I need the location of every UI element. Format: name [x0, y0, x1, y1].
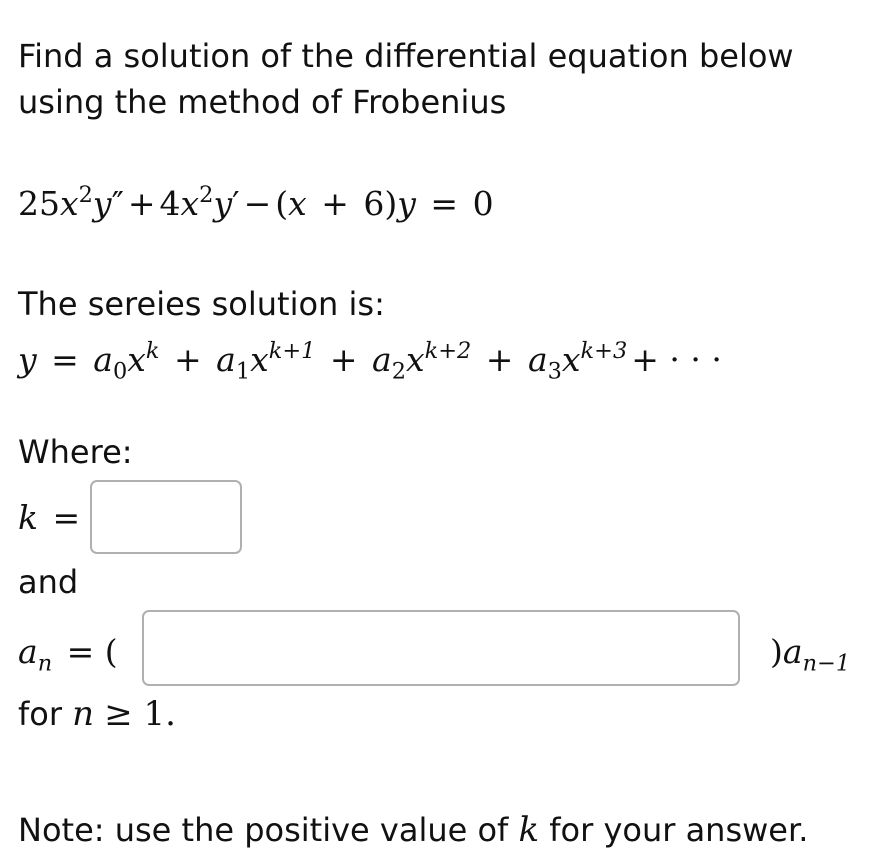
prompt-line-1: Find a solution of the differential equation below — [18, 37, 794, 75]
k-equals-label: k = — [18, 498, 81, 537]
prompt-line-2: using the method of Frobenius — [18, 83, 507, 121]
series-exponent-1: k+1 — [268, 337, 316, 364]
condition-value: 1. — [143, 694, 176, 734]
equation-coef-25: 25 — [18, 184, 60, 223]
series-ellipsis: + · · · — [631, 340, 722, 379]
an-equals-label: $a_n$ = ( — [18, 632, 118, 677]
an-minus-1-label: )$a_{n-1}$ — [770, 632, 851, 677]
note-suffix: for your answer. — [549, 811, 809, 849]
and-label: and — [18, 563, 79, 601]
k-answer-input[interactable] — [90, 480, 242, 554]
equation-coef-4: 4 — [159, 184, 181, 223]
note-prefix: Note: use the positive value of — [18, 811, 509, 849]
equation-coef-6: 6 — [363, 184, 385, 223]
equation-rhs: 0 — [472, 184, 494, 223]
note-text: Note: use the positive value of k for your answer. — [18, 810, 809, 850]
series-label: The sereies solution is: — [18, 285, 385, 323]
for-label: for — [18, 695, 62, 733]
series-exponent-2: k+2 — [424, 337, 472, 364]
an-coefficient-input[interactable] — [142, 610, 740, 686]
series-expansion: $y = a_0x^k + a_1x^{k+1} + a_2x^{k+2} + a_3x^{k+3}$ + · · · — [18, 338, 726, 382]
series-exponent-3: k+3 — [580, 337, 628, 364]
for-condition: for n ≥ 1. — [18, 694, 176, 734]
differential-equation: $25x^2y'' + 4x^2y' - (x + 6)y = 0$ — [18, 181, 494, 223]
where-label: Where: — [18, 433, 133, 471]
